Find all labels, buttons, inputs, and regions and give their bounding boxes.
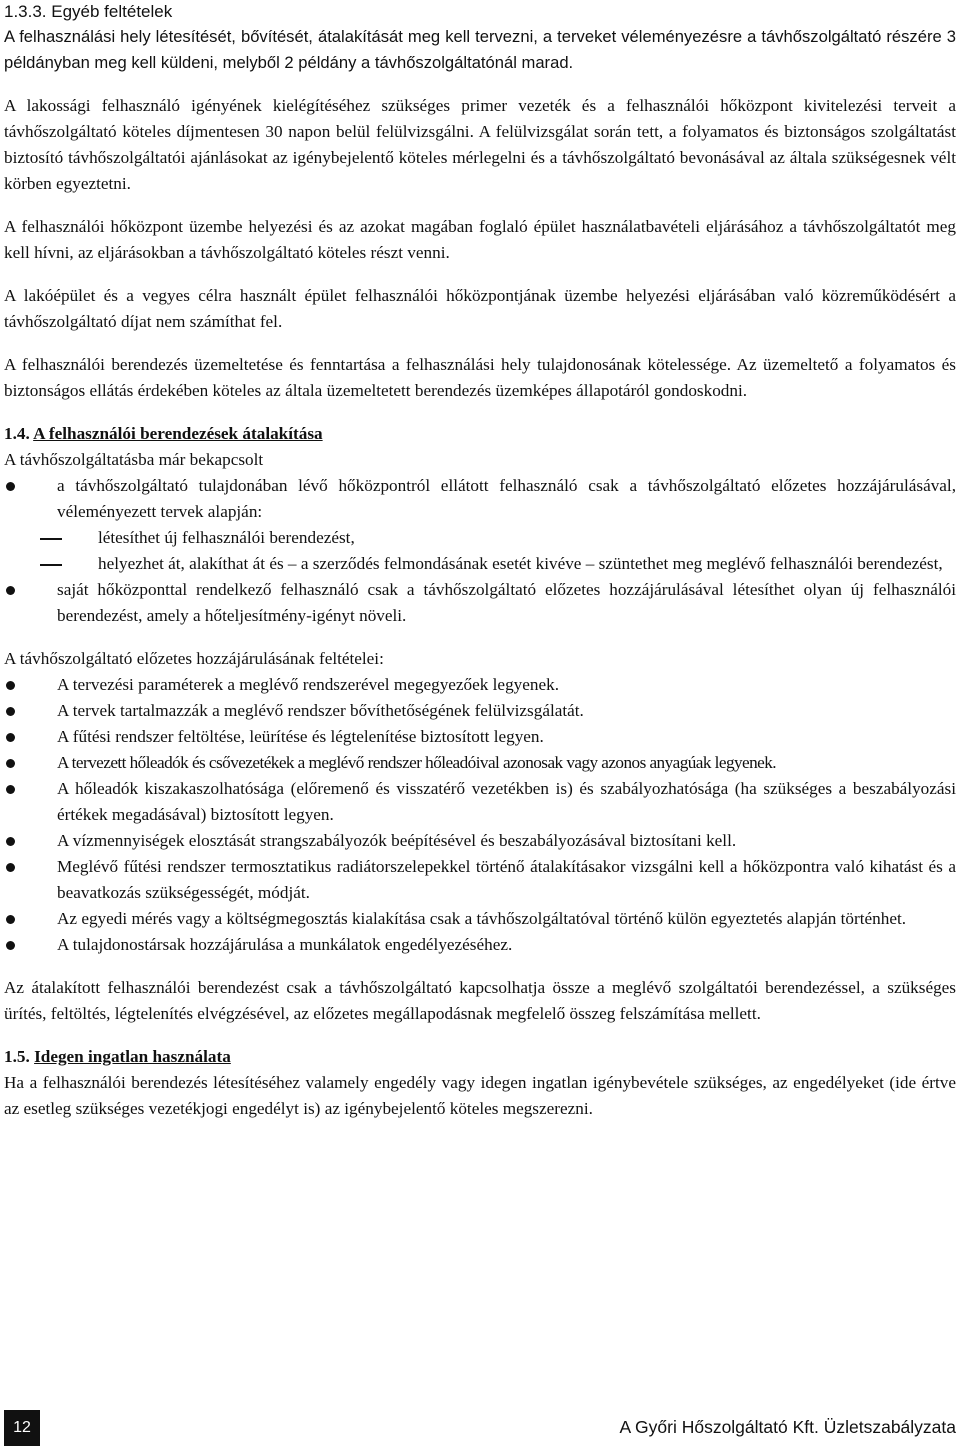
list-item-text: A tulajdonostársak hozzájárulása a munkálatok engedélyezéséhez. <box>57 935 513 954</box>
list-item <box>4 724 956 750</box>
list-item <box>4 473 956 525</box>
list-item <box>4 854 956 906</box>
list-item-text: A vízmennyiségek elosztását strangszabályozók beépítésével és beszabályozásával biztosítani kell. <box>57 831 737 850</box>
bullet-icon <box>6 863 15 872</box>
bullet-icon <box>6 785 15 794</box>
list-item <box>4 551 956 577</box>
list-item <box>4 906 956 932</box>
section-heading-1-4 <box>4 421 956 447</box>
bullet-icon <box>6 681 15 690</box>
document-title: A Győri Hőszolgáltató Kft. Üzletszabályzata <box>619 1417 956 1437</box>
dash-icon <box>40 564 62 566</box>
section-title: A felhasználói berendezések átalakítása <box>33 424 323 443</box>
list-item <box>4 828 956 854</box>
bullet-icon <box>6 707 15 716</box>
paragraph-intro: A távhőszolgáltatásba már bekapcsolt <box>4 450 264 469</box>
list-item-text: A tervezési paraméterek a meglévő rendszerével megegyezőek legyenek. <box>57 675 559 694</box>
list-item <box>4 750 956 776</box>
list-item <box>4 525 956 551</box>
list-item <box>4 577 956 629</box>
section-heading-1-5 <box>4 1044 956 1070</box>
section-title: Idegen ingatlan használata <box>34 1047 231 1066</box>
list-item <box>4 776 956 828</box>
bullet-icon <box>6 837 15 846</box>
list-item <box>4 698 956 724</box>
list-item-text: A hőleadók kiszakaszolhatósága (előremenő és visszatérő vezetékben is) és szabályozhatósága (ha szükséges a beszabályozási értékek megadásával) biztosított legyen. <box>57 779 956 824</box>
paragraph-foreign-property: Ha a felhasználói berendezés létesítéséhez valamely engedély vagy idegen ingatlan igénybevétele szükséges, az engedélyeket (ide értve az esetleg szükséges vezetékjogi engedélyt is) az igénybejelentő köteles megszerezni. <box>4 1073 956 1118</box>
paragraph-operation-duty: A felhasználói berendezés üzemeltetése és fenntartása a felhasználási hely tulajdonosának kötelessége. Az üzemeltető a folyamatos és biztonságos ellátás érdekében köteles az általa üzemeltetett berendezés üzemképes állapotáról gondoskodni. <box>4 355 956 400</box>
list-item-text: A tervezett hőleadók és csővezetékek a meglévő rendszer hőleadóival azonosak vagy azonos anyagúak legyenek. <box>57 753 777 772</box>
dash-icon <box>40 538 62 540</box>
conditions-list <box>4 672 956 958</box>
bullet-icon <box>6 733 15 742</box>
list-item <box>4 672 956 698</box>
list-item-text: helyezhet át, alakíthat át és – a szerződés felmondásának esetét kivéve – szüntethet meg meglévő felhasználói berendezést, <box>98 554 943 573</box>
list-item-text: Az egyedi mérés vagy a költségmegosztás kialakítása csak a távhőszolgáltatóval történő külön egyeztetés alapján történhet. <box>57 909 907 928</box>
list-item-text: A tervek tartalmazzák a meglévő rendszer bővíthetőségének felülvizsgálatát. <box>57 701 584 720</box>
bullet-icon <box>6 482 15 491</box>
list-item-text: saját hőközponttal rendelkező felhasználó csak a távhőszolgáltató előzetes hozzájárulásával létesíthet olyan új felhasználói berendezést, amely a hőteljesítmény-igényt növeli. <box>57 580 956 625</box>
conversion-bullet-list-2 <box>4 577 956 629</box>
list-item <box>4 932 956 958</box>
paragraph-no-fee: A lakóépület és a vegyes célra használt épület felhasználói hőközpontjának üzembe helyezési eljárásában való közreműködésért a távhőszolgáltató díjat nem számíthat fel. <box>4 286 956 331</box>
page-number: 12 <box>4 1410 40 1446</box>
section-number: 1.5. <box>4 1047 30 1066</box>
list-item-text: a távhőszolgáltató tulajdonában lévő hőközpontról ellátott felhasználó csak a távhőszolgáltató előzetes hozzájárulásával, véleményezett tervek alapján: <box>57 476 956 521</box>
page-footer <box>4 1410 956 1446</box>
paragraph-commissioning: A felhasználói hőközpont üzembe helyezési és az azokat magában foglaló épület használatbavételi eljárásához a távhőszolgáltatót meg kell hívni, az eljárásokban a távhőszolgáltató köteles részt venni. <box>4 217 956 262</box>
bullet-icon <box>6 915 15 924</box>
conversion-dash-list <box>4 525 956 577</box>
document-page <box>4 0 956 1122</box>
bullet-icon <box>6 759 15 768</box>
conversion-bullet-list <box>4 473 956 525</box>
section-number: 1.4. <box>4 424 30 443</box>
list-item-text: A fűtési rendszer feltöltése, leürítése és légtelenítése biztosított legyen. <box>57 727 544 746</box>
list-item-text: Meglévő fűtési rendszer termosztatikus radiátorszelepekkel történő átalakításakor vizsgálni kell a hőközpontra való kihatást és a beavatkozás szükségességét, módját. <box>57 857 956 902</box>
section-heading-1-3-3: 1.3.3. Egyéb feltételek <box>4 2 173 21</box>
list-item-text: létesíthet új felhasználói berendezést, <box>98 528 355 547</box>
paragraph-residential-review: A lakossági felhasználó igényének kielégítéséhez szükséges primer vezeték és a felhasználói hőközpont kivitelezési terveit a távhőszolgáltató köteles díjmentesen 30 napon belül felülvizsgálni. A felülvizsgálat során tett, a folyamatos és biztonságos szolgáltatást biztosító távhőszolgáltatói ajánlásokat az igénybejelentő köteles mérlegelni és a távhőszolgáltató bevonásával az általa szükségesnek vélt körben egyeztetni. <box>4 96 956 193</box>
paragraph-plan-review: A felhasználási hely létesítését, bővítését, átalakítását meg kell tervezni, a terveket véleményezésre a távhőszolgáltató részére 3 példányban meg kell küldeni, melyből 2 példány a távhőszolgáltatónál marad. <box>4 27 956 72</box>
bullet-icon <box>6 586 15 595</box>
paragraph-connection: Az átalakított felhasználói berendezést csak a távhőszolgáltató kapcsolhatja össze a meglévő szolgáltatói berendezéssel, a szükséges ürítés, feltöltés, légtelenítés elvégzésével, az előzetes megállapodásnak megfelelő összeg felszámítása mellett. <box>4 978 956 1023</box>
paragraph-conditions-intro: A távhőszolgáltató előzetes hozzájárulásának feltételei: <box>4 649 384 668</box>
bullet-icon <box>6 941 15 950</box>
